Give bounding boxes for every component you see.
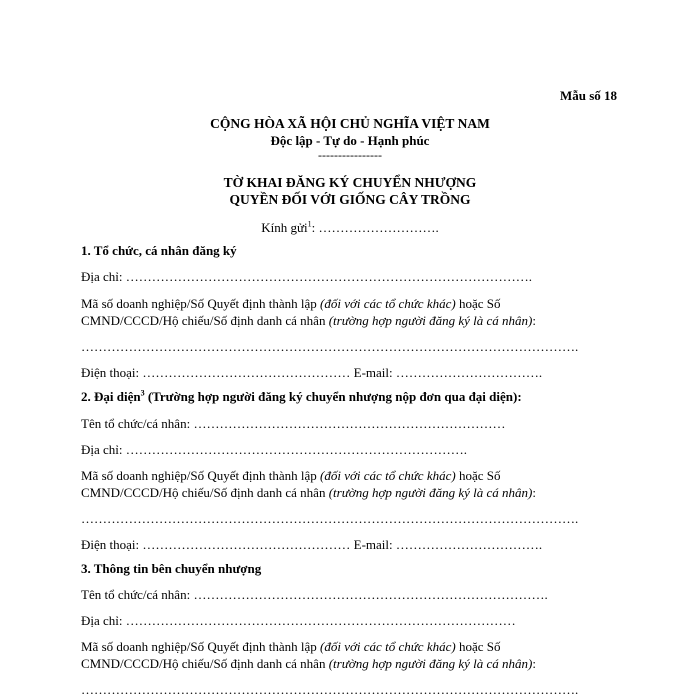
section-2-id-line-2 <box>81 485 536 501</box>
section-1-address: Địa chỉ: …………………………………………………………………………………. <box>81 269 533 284</box>
id-note: (đối với các tổ chức khác) <box>320 639 456 654</box>
addressee-line <box>0 220 700 236</box>
section-1-id-fill: ……………………………………………………………………………………………………. <box>81 339 579 354</box>
section-3-id-line-1 <box>81 639 500 655</box>
addressee-footnote: 1 <box>307 219 312 229</box>
id-note: (đối với các tổ chức khác) <box>320 468 456 483</box>
section-2-name: Tên tổ chức/cá nhân: ……………………………………………………………… <box>81 416 506 431</box>
motto: Độc lập - Tự do - Hạnh phúc <box>270 133 430 148</box>
section-2-id-line-1 <box>81 468 500 484</box>
id-label-tail: : <box>532 485 536 500</box>
section-3-name: Tên tổ chức/cá nhân: ………………………………………………………………………. <box>81 587 548 602</box>
section-1-id-line-1 <box>81 296 500 312</box>
id-note: (trường hợp người đăng ký là cá nhân) <box>328 656 533 671</box>
section-1-phone-email: Điện thoại: ………………………………………… E-mail: ……………………………. <box>81 365 543 380</box>
form-number: Mẫu số 18 <box>559 88 617 103</box>
id-label: Mã số doanh nghiệp/Số Quyết định thành lập <box>81 296 321 311</box>
id-label: CMND/CCCD/Hộ chiếu/Số định danh cá nhân <box>81 485 329 500</box>
header-separator: ---------------- <box>318 148 382 162</box>
id-note: (trường hợp người đăng ký là cá nhân) <box>328 313 533 328</box>
section-2-address: Địa chỉ: ……………………………………………………………………. <box>81 442 468 457</box>
id-label-tail: hoặc Số <box>455 468 501 483</box>
section-3-address: Địa chỉ: ……………………………………………………………………………… <box>81 613 516 628</box>
section-3-heading: 3. Thông tin bên chuyển nhượng <box>81 561 262 576</box>
section-2-phone-email: Điện thoại: ………………………………………… E-mail: ……………………………. <box>81 537 543 552</box>
id-note: (trường hợp người đăng ký là cá nhân) <box>328 485 533 500</box>
id-note: (đối với các tổ chức khác) <box>320 296 456 311</box>
id-label: Mã số doanh nghiệp/Số Quyết định thành lập <box>81 639 321 654</box>
addressee-fill: : ………………………. <box>311 220 439 235</box>
title-line-1: TỜ KHAI ĐĂNG KÝ CHUYỂN NHƯỢNG <box>223 175 477 190</box>
section-2-heading-text: (Trường hợp người đăng ký chuyển nhượng nộp đơn qua đại diện): <box>144 389 522 404</box>
section-1-id-line-2 <box>81 313 536 329</box>
id-label: CMND/CCCD/Hộ chiếu/Số định danh cá nhân <box>81 656 329 671</box>
section-2-heading <box>81 389 522 405</box>
addressee-label: Kính gửi <box>261 220 308 235</box>
id-label-tail: hoặc Số <box>455 639 501 654</box>
section-3-id-line-2 <box>81 656 536 672</box>
section-1-heading: 1. Tổ chức, cá nhân đăng ký <box>81 243 237 258</box>
section-2-footnote: 3 <box>140 388 145 398</box>
id-label: Mã số doanh nghiệp/Số Quyết định thành lập <box>81 468 321 483</box>
id-label-tail: : <box>532 313 536 328</box>
id-label-tail: : <box>532 656 536 671</box>
section-2-id-fill: ……………………………………………………………………………………………………. <box>81 511 579 526</box>
document-title <box>0 174 700 208</box>
id-label-tail: hoặc Số <box>455 296 501 311</box>
section-3-id-fill: ……………………………………………………………………………………………………. <box>81 682 579 697</box>
title-line-2: QUYỀN ĐỐI VỚI GIỐNG CÂY TRỒNG <box>229 192 471 207</box>
section-2-heading-label: 2. Đại diện <box>81 389 141 404</box>
id-label: CMND/CCCD/Hộ chiếu/Số định danh cá nhân <box>81 313 329 328</box>
nation-heading: CỘNG HÒA XÃ HỘI CHỦ NGHĨA VIỆT NAM <box>210 116 490 131</box>
